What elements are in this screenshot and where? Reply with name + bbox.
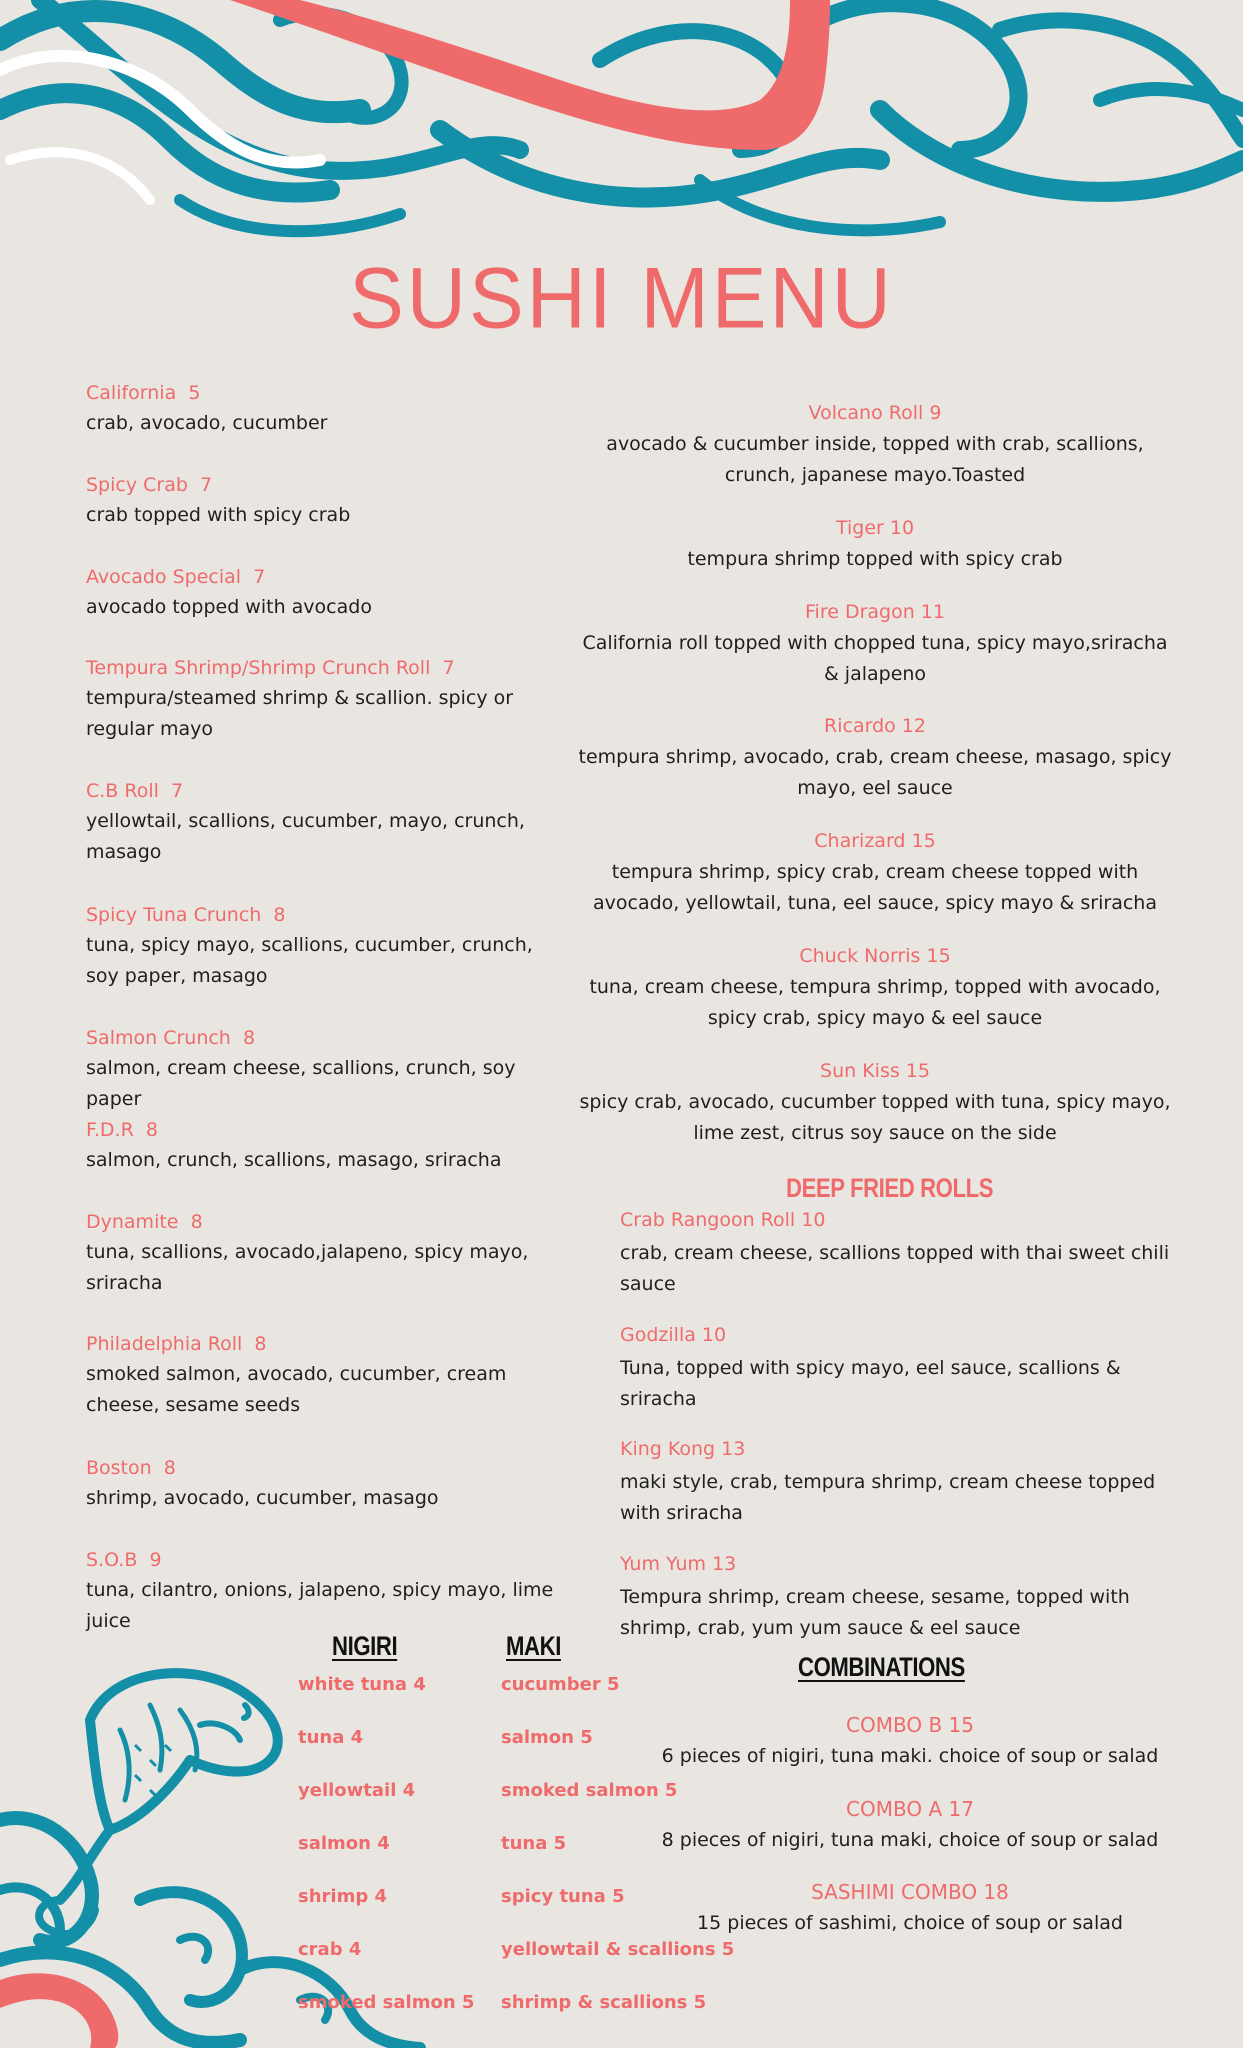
combo-name: COMBO A 17	[846, 1797, 974, 1821]
nigiri-item: yellowtail 4	[298, 1780, 416, 1801]
combo-name: COMBO B 15	[846, 1713, 974, 1737]
nigiri-item: crab 4	[298, 1939, 362, 1960]
wave-header-illustration	[0, 0, 1243, 250]
maki-item: cucumber 5	[501, 1674, 620, 1695]
item-description: tempura shrimp, avocado, crab, cream cheese, masago, spicy mayo, eel sauce	[578, 746, 1172, 799]
item-price: 8	[190, 1211, 203, 1233]
item-name: Tiger 10	[835, 517, 915, 539]
nigiri-item: smoked salmon 5	[298, 1992, 475, 2013]
item-price: 7	[171, 780, 184, 802]
item-description: Tuna, topped with spicy mayo, eel sauce, scallions & sriracha	[620, 1357, 1121, 1410]
item-description: spicy crab, avocado, cucumber topped with tuna, spicy mayo, lime zest, citrus soy sauce on the side	[579, 1091, 1171, 1144]
item-description: yellowtail, scallions, cucumber, mayo, crunch, masago	[86, 810, 525, 863]
menu-item-fire-dragon	[575, 601, 1175, 690]
item-description: tempura shrimp topped with spicy crab	[687, 548, 1063, 570]
item-description: salmon, cream cheese, scallions, crunch, soy paper	[86, 1057, 516, 1110]
menu-item-salmon-crunch	[86, 1027, 556, 1115]
item-name: Volcano Roll 9	[808, 402, 942, 424]
item-price: 8	[242, 1027, 256, 1049]
item-price: 8	[163, 1457, 176, 1479]
combo-name: SASHIMI COMBO 18	[811, 1880, 1009, 1904]
menu-item-sun-kiss	[575, 1060, 1175, 1149]
item-name: F.D.R	[86, 1119, 134, 1141]
menu-item-dynamite	[86, 1211, 556, 1299]
maki-item: tuna 5	[501, 1833, 567, 1854]
combo-description: 8 pieces of nigiri, tuna maki, choice of soup or salad	[661, 1829, 1159, 1851]
menu-item-godzilla	[620, 1324, 1180, 1415]
item-price: 5	[188, 382, 201, 404]
item-name: Spicy Crab	[86, 474, 188, 496]
item-name: Ricardo 12	[824, 715, 926, 737]
item-price: 7	[253, 566, 266, 588]
item-description: shrimp, avocado, cucumber, masago	[86, 1487, 439, 1509]
item-name: C.B Roll	[86, 780, 159, 802]
item-name: Avocado Special	[86, 566, 242, 588]
item-description: avocado topped with avocado	[86, 596, 372, 618]
item-description: California roll topped with chopped tuna, spicy mayo,sriracha & jalapeno	[582, 632, 1168, 685]
item-name: Charizard 15	[814, 830, 936, 852]
item-description: avocado & cucumber inside, topped with crab, scallions, crunch, japanese mayo.Toasted	[606, 433, 1144, 486]
item-description: tempura shrimp, spicy crab, cream cheese topped with avocado, yellowtail, tuna, eel sauce, spicy mayo & sriracha	[593, 861, 1157, 914]
combo-item	[650, 1797, 1170, 1856]
item-name: Fire Dragon 11	[805, 601, 945, 623]
nigiri-item: tuna 4	[298, 1727, 364, 1748]
item-name: Dynamite	[86, 1211, 179, 1233]
menu-item-tiger	[575, 517, 1175, 575]
combo-item	[650, 1880, 1170, 1939]
menu-item-cb-roll	[86, 780, 556, 868]
item-name: Yum Yum 13	[620, 1553, 737, 1575]
menu-item-fdr	[86, 1119, 556, 1176]
item-description: crab, avocado, cucumber	[86, 412, 328, 434]
item-description: tuna, spicy mayo, scallions, cucumber, crunch, soy paper, masago	[86, 934, 533, 987]
deep-fried-heading: DEEP FRIED ROLLS	[786, 1173, 994, 1203]
menu-item-avocado-special	[86, 566, 556, 623]
maki-item: smoked salmon 5	[501, 1780, 678, 1801]
combo-description: 15 pieces of sashimi, choice of soup or salad	[697, 1912, 1123, 1934]
menu-item-philadelphia-roll	[86, 1333, 556, 1421]
item-description: tuna, cream cheese, tempura shrimp, topped with avocado, spicy crab, spicy mayo & eel sauce	[589, 976, 1161, 1029]
menu-item-king-kong	[620, 1438, 1180, 1529]
item-description: Tempura shrimp, cream cheese, sesame, topped with shrimp, crab, yum yum sauce & eel sauce	[620, 1586, 1130, 1639]
combo-description: 6 pieces of nigiri, tuna maki. choice of soup or salad	[661, 1745, 1159, 1767]
item-description: crab, cream cheese, scallions topped with thai sweet chili sauce	[620, 1242, 1170, 1295]
menu-item-volcano-roll	[575, 402, 1175, 491]
menu-item-chuck-norris	[575, 945, 1175, 1034]
item-description: tempura/steamed shrimp & scallion. spicy or regular mayo	[86, 687, 514, 740]
item-name: Tempura Shrimp/Shrimp Crunch Roll	[86, 657, 431, 679]
menu-item-spicy-crab	[86, 474, 556, 531]
item-price: 9	[149, 1549, 162, 1571]
item-name: Sun Kiss 15	[820, 1060, 930, 1082]
menu-item-spicy-tuna-crunch	[86, 904, 556, 992]
menu-item-boston	[86, 1457, 556, 1514]
item-price: 8	[254, 1333, 267, 1355]
menu-item-ricardo	[575, 715, 1175, 804]
page-title: SUSHI MENU	[349, 250, 894, 347]
item-description: maki style, crab, tempura shrimp, cream cheese topped with sriracha	[620, 1471, 1156, 1524]
menu-item-california	[86, 382, 556, 439]
menu-item-charizard	[575, 830, 1175, 919]
maki-heading: MAKI	[506, 1631, 561, 1661]
item-description: crab topped with spicy crab	[86, 504, 351, 526]
combo-item	[650, 1713, 1170, 1772]
item-price: 7	[442, 657, 455, 679]
item-description: smoked salmon, avocado, cucumber, cream cheese, sesame seeds	[86, 1363, 507, 1416]
item-name: Chuck Norris 15	[799, 945, 951, 967]
maki-item: shrimp & scallions 5	[501, 1992, 707, 2013]
combinations-heading: COMBINATIONS	[798, 1652, 965, 1682]
item-description: salmon, crunch, scallions, masago, sriracha	[86, 1149, 502, 1171]
nigiri-item: white tuna 4	[298, 1674, 426, 1695]
nigiri-item: shrimp 4	[298, 1886, 388, 1907]
item-name: California	[86, 382, 177, 404]
menu-item-yum-yum	[620, 1553, 1180, 1644]
nigiri-item: salmon 4	[298, 1833, 390, 1854]
maki-item: yellowtail & scallions 5	[501, 1939, 735, 1960]
item-name: Spicy Tuna Crunch	[86, 904, 262, 926]
menu-item-tempura-shrimp	[86, 657, 556, 745]
item-price: 8	[273, 904, 286, 926]
item-price: 7	[200, 474, 213, 496]
maki-item: spicy tuna 5	[501, 1886, 625, 1907]
menu-item-sob	[86, 1549, 556, 1637]
maki-item: salmon 5	[501, 1727, 593, 1748]
item-name: Salmon Crunch	[86, 1027, 231, 1049]
item-price: 8	[145, 1119, 158, 1141]
nigiri-heading: NIGIRI	[332, 1631, 398, 1661]
item-name: Crab Rangoon Roll 10	[620, 1209, 826, 1231]
item-name: S.O.B	[86, 1549, 138, 1571]
item-description: tuna, cilantro, onions, jalapeno, spicy mayo, lime juice	[86, 1579, 554, 1632]
item-name: Boston	[86, 1457, 152, 1479]
item-description: tuna, scallions, avocado,jalapeno, spicy mayo, sriracha	[86, 1241, 529, 1294]
item-name: Godzilla 10	[620, 1324, 727, 1346]
item-name: King Kong 13	[620, 1438, 746, 1460]
item-name: Philadelphia Roll	[86, 1333, 243, 1355]
menu-item-crab-rangoon	[620, 1209, 1180, 1300]
